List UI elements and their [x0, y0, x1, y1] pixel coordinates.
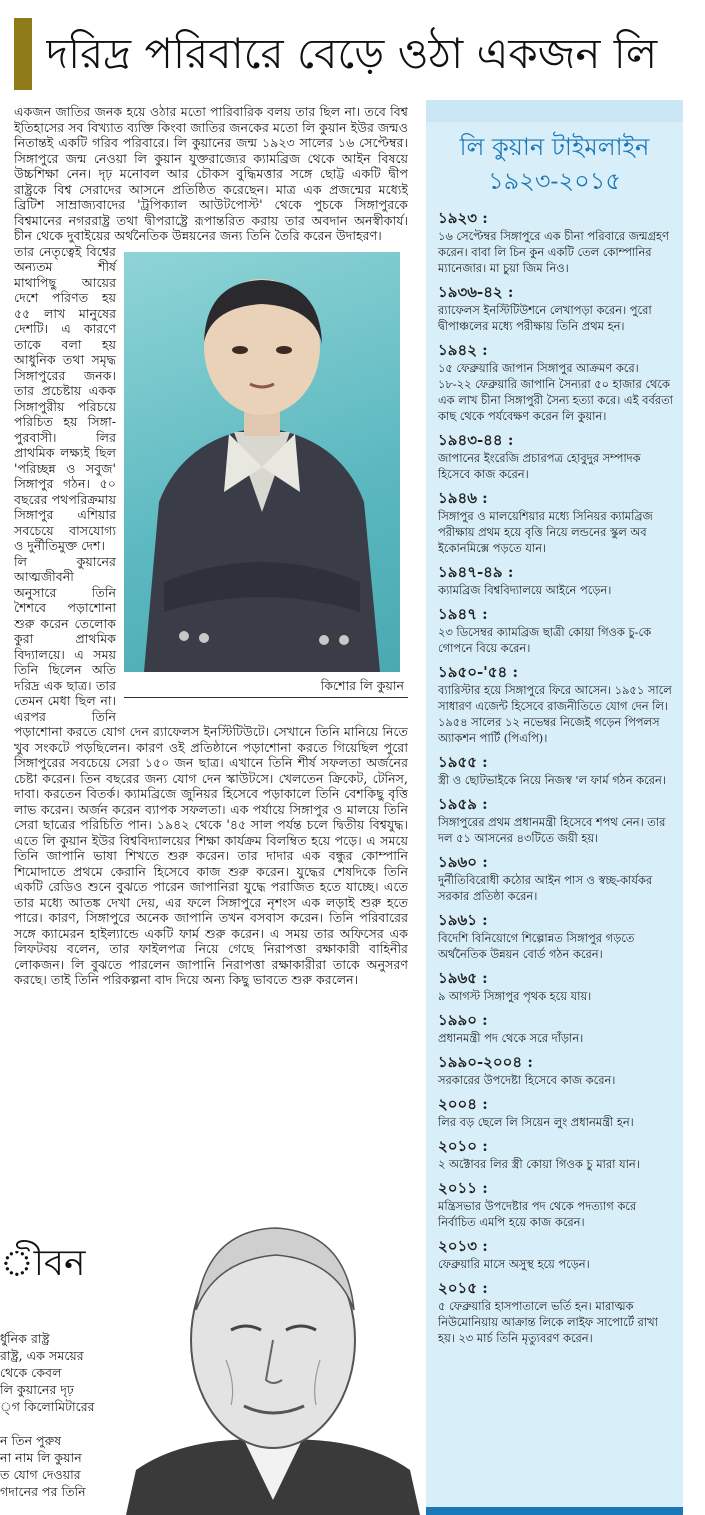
article-paragraph: তার নেতৃত্বেই বিশ্বের অন্যতম শীর্ষ মাথাপিছু আয়ের দেশে পরিণত হয় ৫৫ লাখ মানুষের দেশটি। এ কারণে তাকে বলা হয় আধুনিক তথা সমৃদ্ধ সিঙ্গাপুরের জনক। তার প্রচেষ্টায় একক সিঙ্গাপুরীয় পরিচয়ে পরিচিত হয় সিঙ্গা-পুরবাসী। লির প্রাথমিক লক্ষ্যই ছিল 'পরিচ্ছন্ন ও সবুজ' সিঙ্গাপুর গঠন। ৫০ বছরের পথপরিক্রমায় সিঙ্গাপুর এশিয়ার সবচেয়ে বাসযোগ্য ও দুর্নীতিমুক্ত দেশ। [14, 243, 116, 553]
snippet-line: ত যোগ দেওয়ার [0, 1467, 81, 1482]
timeline-text: সিঙ্গাপুরের প্রথম প্রধানমন্ত্রী হিসেবে শপথ নেন। তার দল ৫১ আসনের ৪৩টিতে জয়ী হয়। [438, 815, 666, 845]
page-headline: দরিদ্র পরিবারে বেড়ে ওঠা একজন লি [46, 29, 658, 78]
timeline-year: ১৯৬৫ : [438, 969, 488, 987]
timeline-entry [438, 208, 673, 276]
timeline-text: ১৫ ফেব্রুয়ারি জাপান সিঙ্গাপুর আক্রমণ করে। ১৮-২২ ফেব্রুয়ারি জাপানি সৈন্যরা ৫০ হাজার থেকে এক লাখ চীনা সিঙ্গাপুরী সৈন্য হত্যা করে। এই বর্বরতা কাছ থেকে পর্যবেক্ষণ করেন লি কুয়ান। [438, 361, 673, 423]
young-portrait-figure [124, 252, 408, 710]
article-body [14, 104, 408, 1204]
timeline-entry [438, 794, 673, 846]
timeline-text: জাপানের ইংরেজি প্রচারপত্র হোবুদুর সম্পাদক হিসেবে কাজ করেন। [438, 451, 641, 481]
timeline-year: ১৯৪৩-৪৪ : [438, 431, 514, 449]
snippet-line: রাষ্ট্র, এক সময়ের [0, 1348, 84, 1363]
timeline-text: লির বড় ছেলে লি সিয়েন লুং প্রধানমন্ত্রী হন। [438, 1115, 634, 1129]
timeline-year: ২০১১ : [438, 1179, 488, 1197]
timeline-text: সরকারের উপদেষ্টা হিসেবে কাজ করেন। [438, 1073, 616, 1087]
timeline-entry [438, 488, 673, 556]
timeline-year: ২০১৫ : [438, 1279, 488, 1297]
timeline-entry [438, 1094, 673, 1130]
timeline-entry [438, 1010, 673, 1046]
timeline-year: ১৯৯০-২০০৪ : [438, 1053, 533, 1071]
timeline-text: সিঙ্গাপুর ও মালয়েশিয়ার মধ্যে সিনিয়র ক্যামব্রিজ পরীক্ষায় প্রথম হয়ে বৃত্তি নিয়ে লন্ডনের স্কুল অব ইকোনমিক্সে পড়তে যান। [438, 509, 653, 555]
timeline-entry [438, 968, 673, 1004]
timeline-title [426, 130, 683, 198]
timeline-list [426, 198, 683, 1346]
timeline-year: ১৯৫৯ : [438, 795, 488, 813]
timeline-entry [438, 340, 673, 424]
section-heading: ীবন [0, 1243, 86, 1284]
timeline-entry [438, 852, 673, 904]
timeline-year: ১৯৪৭-৪৯ : [438, 563, 514, 581]
timeline-year: ১৯৪২ : [438, 341, 488, 359]
timeline-text: ফেব্রুয়ারি মাসে অসুস্থ হয়ে পড়েন। [438, 1257, 590, 1271]
timeline-entry [438, 1136, 673, 1172]
timeline-text: স্ত্রী ও ছোটভাইকে নিয়ে নিজস্ব 'ল ফার্ম গঠন করেন। [438, 773, 666, 787]
elderly-portrait [126, 1210, 420, 1515]
elderly-lee-illustration [126, 1210, 420, 1515]
timeline-entry [438, 662, 673, 746]
timeline-text: প্রধানমন্ত্রী পদ থেকে সরে দাঁড়ান। [438, 1031, 584, 1045]
snippet-line: লি কুয়ানের দৃঢ় [0, 1382, 74, 1397]
timeline-text: মন্ত্রিসভার উপদেষ্টার পদ থেকে পদত্যাগ করে নির্বাচিত এমপি হয়ে কাজ করেন। [438, 1199, 637, 1229]
timeline-text: ১৬ সেপ্টেম্বর সিঙ্গাপুরে এক চীনা পরিবারে জন্মগ্রহণ করেন। বাবা লি চিন কুন একটি তেল কোম্পানির ম্যানেজার। মা চুয়া জিম নিও। [438, 229, 669, 275]
timeline-year: ১৯৪৭ : [438, 605, 488, 623]
timeline-text: ২ অক্টোবর লির স্ত্রী কোয়া গিওক চু মারা যান। [438, 1157, 640, 1171]
article-paragraph: একজন জাতির জনক হয়ে ওঠার মতো পারিবারিক বলয় তার ছিল না। তবে বিশ্ব ইতিহাসের সব বিখ্যাত ব্যক্তি কিংবা জাতির জনকের মতো লি কুয়ান ইউর জন্মও নিতান্তই একটি গরিব পরিবারে। লি কুয়ানের জন্ম ১৯২৩ সালের ১৬ সেপ্টেম্বর। সিঙ্গাপুরে জন্ম নেওয়া লি কুয়ান যুক্তরাজ্যের ক্যামব্রিজ থেকে আইন বিষয়ে উচ্চশিক্ষা নেন। দৃঢ় মনোবল আর চৌকস বুদ্ধিমত্তার সঙ্গে ছোট্ট একটি দ্বীপ রাষ্ট্রকে বিশ্ব সেরাদের আসনে প্রতিষ্ঠিত করেছেন। মাত্র এক প্রজন্মের মধ্যেই ব্রিটিশ সাম্রাজ্যবাদের 'ট্রপিক্যাল আউটপোস্ট' থেকে পুচকে সিঙ্গাপুরকে বিশ্বমানের নগররাষ্ট্র তথা দ্বীপরাষ্ট্রে রূপান্তরিত করায় তার অবদান অনস্বীকার্য। চীন থেকে দুবাইয়ের অর্থনৈতিক উন্নয়নের জন্য তিনি তৈরি করেন উদাহরণ। [14, 104, 408, 243]
timeline-title-years: ১৯২৩-২০১৫ [488, 167, 621, 195]
line-gap [0, 1415, 122, 1432]
timeline-year: ১৯৯০ : [438, 1011, 488, 1029]
timeline-entry [438, 1052, 673, 1088]
young-boy-illustration [124, 252, 400, 672]
timeline-entry [438, 910, 673, 962]
snippet-line: গদানের পর তিনি [0, 1484, 86, 1499]
timeline-year: ১৯৬০ : [438, 853, 488, 871]
article-paragraph: লি কুয়ানের আত্মজীবনী অনুসারে তিনি শৈশবে পড়াশোনা শুরু করেন তেলোক কুরা প্রাথমিক বিদ্যালয়ে। এ সময় তিনি ছিলেন অতি দরিদ্র এক ছাত্র। তার তেমন মেধা ছিল না। এরপর তিনি পড়াশোনা করতে যোগ দেন র‍্যাফেলস ইনস্টিটিউটে। সেখানে তিনি মানিয়ে নিতে খুব সংকটে পড়ছিলেন। কারণ ওই প্রতিষ্ঠানে পড়াশোনা করতে গিয়েছিল পুরো সিঙ্গাপুরের সবচেয়ে সেরা ১৫০ জন ছাত্র। এখানে তিনি শীর্ষ সফলতা অর্জনের চেষ্টা করেন। তিন বছরের জন্য যোগ দেন স্কাউটসে। খেলতেন ক্রিকেট, টেনিস, দাবা। করতেন বিতর্ক। ক্যামব্রিজে জুনিয়র হিসেবে পড়াকালে তিনি বেশকিছু বৃত্তি লাভ করেন। অর্জন করেন ব্যাপক সফলতা। এক পর্যায়ে সিঙ্গাপুর ও মালয়ে তিনি সেরা ছাত্রের পরিচিতি পান। ১৯৪২ থেকে '৪৫ সাল পর্যন্ত চলে দ্বিতীয় বিশ্বযুদ্ধ। এতে লি কুয়ান ইউর বিশ্ববিদ্যালয়ের শিক্ষা কার্যক্রম বিলম্বিত হয়ে পড়ে। এ সময়ে তিনি জাপানি ভাষা শিখতে শুরু করেন। তার দাদার এক বন্ধুর কোম্পানি শিমোদাতে প্রথমে কেরানি হিসেবে কাজ শুরু করেন। যুদ্ধের শেষদিকে তিনি একটি রেডিও শুনে বুঝতে পারেন জাপানিরা যুদ্ধে পরাজিত হতে যাচ্ছে। এতে তার মধ্যে আতঙ্ক দেখা দেয়, এর ফলে সিঙ্গাপুরে নৃশংস এক লড়াই শুরু হতে পারে। কারণ, সিঙ্গাপুরে অনেক জাপানি তখন বসবাস করেন। তিনি পরিবারের সঙ্গে ক্যামেরন হাইল্যান্ডে একটি ফার্ম শুরু করেন। এ সময় তার অফিসের এক লিফটবয় বলেন, তার ফাইলপত্র নিয়ে গেছে নিরাপত্তা রক্ষাকারী বাহিনীর লোকজন। লি বুঝতে পারলেন জাপানি নিরাপত্তা রক্ষাকারীরা তাকে অনুসরণ করছে। তাই তিনি পরিকল্পনা বাদ দিয়ে অন্য কিছু ভাবতে শুরু করলেন। [14, 553, 408, 987]
timeline-title-main: লি কুয়ান টাইমলাইন [459, 133, 650, 161]
lower-left-text [0, 1330, 122, 1500]
snippet-line: থেকে কেবল [0, 1365, 62, 1380]
timeline-year: ১৯৫০-'৫৪ : [438, 663, 518, 681]
timeline-entry [438, 1178, 673, 1230]
timeline-text: ৯ আগস্ট সিঙ্গাপুর পৃথক হয়ে যায়। [438, 989, 592, 1003]
timeline-year: ২০১০ : [438, 1137, 488, 1155]
young-lee-painting [124, 252, 400, 672]
timeline-text: ব্যারিস্টার হয়ে সিঙ্গাপুরে ফিরে আসেন। ১৯৫১ সালে সাধারণ এজেন্ট হিসেবে রাজনীতিতে যোগ দেন লি। ১৯৫৪ সালের ১২ নভেম্বর নিজেই গড়েন পিপলস অ্যাকশন পার্টি (পিএপি)। [438, 683, 672, 745]
timeline-text: ৫ ফেব্রুয়ারি হাসপাতালে ভর্তি হন। মারাত্মক নিউমোনিয়ায় আক্রান্ত লিকে লাইফ সাপোর্টে রাখা হয়। ২৩ মার্চ তিনি মৃত্যুবরণ করেন। [438, 1299, 658, 1345]
timeline-year: ১৯৫৫ : [438, 753, 488, 771]
timeline-entry [438, 1278, 673, 1346]
timeline-text: বিদেশি বিনিয়োগে শিল্পোন্নত সিঙ্গাপুর গড়তে অর্থনৈতিক উন্নয়ন বোর্ড গঠন করেন। [438, 931, 635, 961]
timeline-text: দুর্নীতিবিরোধী কঠোর আইন পাস ও স্বচ্ছ-কার্যকর সরকার প্রতিষ্ঠা করেন। [438, 873, 653, 903]
timeline-entry [438, 562, 673, 598]
sidebar-bottom-band [426, 1507, 683, 1515]
sidebar-top-band [426, 100, 683, 122]
timeline-entry [438, 282, 673, 334]
timeline-entry [438, 604, 673, 656]
figure-caption: কিশোর লি কুয়ান [124, 676, 408, 699]
timeline-year: ১৯৪৬ : [438, 489, 488, 507]
timeline-sidebar [426, 100, 683, 1515]
timeline-text: ২৩ ডিসেম্বর ক্যামব্রিজ ছাত্রী কোয়া গিওক চু-কে গোপনে বিয়ে করেন। [438, 625, 652, 655]
timeline-text: ক্যামব্রিজ বিশ্ববিদ্যালয়ে আইনে পড়েন। [438, 583, 612, 597]
timeline-year: ১৯২৩ : [438, 209, 488, 227]
timeline-year: ১৯৬১ : [438, 911, 488, 929]
timeline-year: ১৯৩৬-৪২ : [438, 283, 514, 301]
snippet-line: ্গ কিলোমিটারের [0, 1399, 95, 1414]
snippet-line: র্ধুনিক রাষ্ট্র [0, 1331, 50, 1346]
headline-accent-bar [14, 18, 32, 90]
snippet-line: না নাম লি কুয়ান [0, 1450, 82, 1465]
timeline-entry [438, 430, 673, 482]
timeline-text: র‍্যাফেলস ইনস্টিটিউশনে লেখাপড়া করেন। পুরো দ্বীপাঞ্চলের মধ্যে পরীক্ষায় তিনি প্রথম হন। [438, 303, 652, 333]
timeline-entry [438, 1236, 673, 1272]
timeline-year: ২০১৩ : [438, 1237, 488, 1255]
timeline-entry [438, 752, 673, 788]
timeline-year: ২০০৪ : [438, 1095, 488, 1113]
snippet-line: ন তিন পুরুষ [0, 1433, 62, 1448]
